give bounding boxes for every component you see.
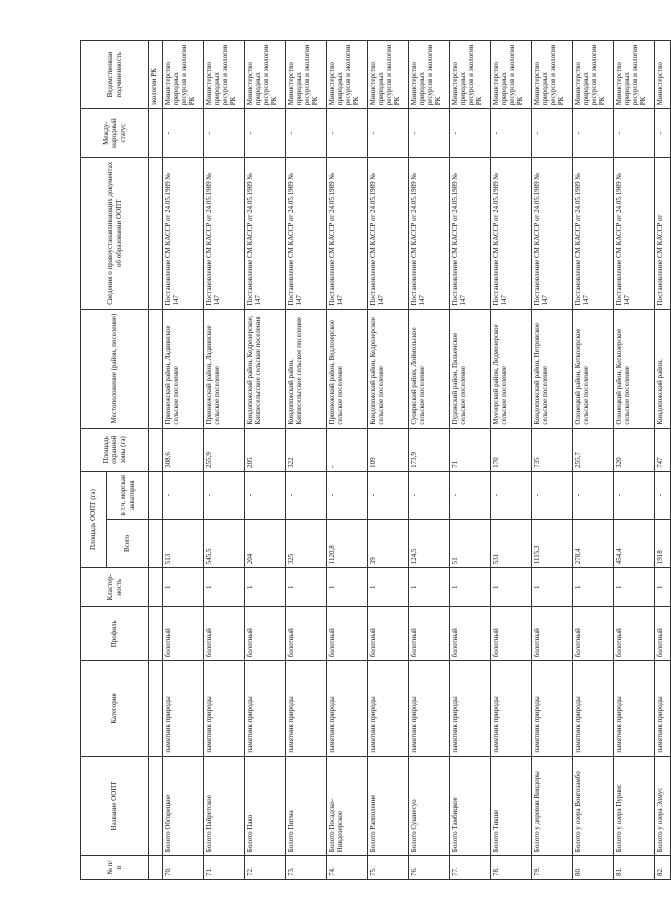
row-category: памятник природы [450,661,491,756]
row-location: Кондопожский район, Кедрозерское сельское поселение [368,309,409,428]
row-intl: - [286,109,327,158]
row-profile: болотный [409,607,450,661]
row-name: Болото у озера Пурнис [614,756,655,856]
table-row [245,41,286,880]
row-area-marine: - [409,471,450,519]
header-area: Площадь ООПТ (га) [81,471,107,567]
row-num: 79. [532,856,573,880]
row-doc: Постановление СМ КАССР от 24.05.1989 № 147 [450,157,491,309]
table-row [450,41,491,880]
row-name: Болото у озера Вонгозамбо [573,756,614,856]
table-row [573,41,614,880]
row-doc: Постановление СМ КАССР от 24.05.1989 № 147 [368,157,409,309]
header-area-total: Всего [107,519,149,568]
row-doc: Постановление СМ КАССР от 24.05.1989 № 147 [573,157,614,309]
row-area-total: 531 [491,519,532,568]
row-intl: - [491,109,532,158]
row-agency: Министерство природных ресурсов и экологии РК [573,41,614,109]
row-num: 72. [245,856,286,880]
row-doc: Постановление СМ КАССР от 24.05.1989 № 147 [491,157,532,309]
row-area-marine: - [450,471,491,519]
header-agency [81,41,149,109]
row-name: Болото Рапполенне [368,756,409,856]
row-category: памятник природы [532,661,573,756]
row-buffer: 322 [286,428,327,471]
row-intl: - [450,109,491,158]
row-agency: Министерство природных ресурсов и экологии РК [409,41,450,109]
row-buffer: 173,9 [409,428,450,471]
row-doc: Постановление СМ КАССР от 24.05.1989 № 147 [327,157,368,309]
row-profile: болотный [573,607,614,661]
row-intl: - [532,109,573,158]
row-num: 71. [204,856,245,880]
row-cluster: 1 [450,568,491,607]
row-buffer: 109 [368,428,409,471]
header-location: Местоположение (район, поселение) [81,309,149,428]
row-area-marine: - [614,471,655,519]
row-buffer: 747 [655,428,671,471]
row-category: памятник природы [655,661,671,756]
row-intl: - [655,109,671,158]
row-category: памятник природы [573,661,614,756]
row-profile: болотный [327,607,368,661]
table-row [149,41,163,880]
row-location: Олонецкий район, Коткозерское сельское поселение [573,309,614,428]
row-buffer: 735 [532,428,573,471]
header-area-marine: в т.ч. морская акватория [107,471,149,519]
table-row [655,41,671,880]
row-category: памятник природы [286,661,327,756]
row-area-marine: - [368,471,409,519]
row-name: Болото Посадско-Нивдозерское [327,756,368,856]
row-cluster: 1 [286,568,327,607]
rotated-page [80,40,664,880]
row-profile: болотный [532,607,573,661]
row-name: Болото Питма [286,756,327,856]
row-cluster: 1 [532,568,573,607]
table-row [327,41,368,880]
row-doc: Постановление СМ КАССР от 24.05.1989 № 147 [286,157,327,309]
row-profile: болотный [450,607,491,661]
row-buffer: 205 [245,428,286,471]
row-cluster: 1 [327,568,368,607]
row-cluster: 1 [573,568,614,607]
row-category: памятник природы [327,661,368,756]
row-doc: Постановление СМ КАССР от 24.05.1989 № 147 [532,157,573,309]
row-area-marine: - [245,471,286,519]
row-area-total: 39 [368,519,409,568]
row-location: Кондопожский район, [655,309,671,428]
row-agency: Министерство природных ресурсов и экологии РК [163,41,204,109]
row-num: 82. [655,856,671,880]
row-area-total: 1918 [655,519,671,568]
row-area-marine: - [573,471,614,519]
row-doc: Постановление СМ КАССР от 24.05.1989 № 147 [204,157,245,309]
row-location: Прионежский район, Ведлозерское сельское поселение [327,309,368,428]
row-buffer: 308,6 [163,428,204,471]
protected-areas-table [80,40,671,880]
row-cluster: 1 [368,568,409,607]
row-area-marine: - [204,471,245,519]
row-agency: Министерство природных ресурсов и экологии РК [327,41,368,109]
row-doc: Постановление СМ КАССР от 24.05.1989 № 147 [163,157,204,309]
row-area-marine: - [655,471,671,519]
row-name: Болото Паяо [245,756,286,856]
row-agency: Министерство природных ресурсов и экологии РК [286,41,327,109]
table-row [614,41,655,880]
row-area-total: 124,5 [409,519,450,568]
row-location: Прионежский район, Ладвинское сельское поселение [163,309,204,428]
row-buffer: 320 [614,428,655,471]
row-num: 81. [614,856,655,880]
header-name: Название ООПТ [81,756,149,856]
row-agency: Министерство природных ресурсов и экологии РК [491,41,532,109]
row-intl: - [245,109,286,158]
row-location: Кондопожский район, Кедрозерское, Кяппесельгское сельские поселения [245,309,286,428]
row-agency: Министерство [655,41,671,109]
row-buffer: 71 [450,428,491,471]
row-agency: Министерство природных ресурсов и экологии РК [450,41,491,109]
row-category: памятник природы [368,661,409,756]
row-intl: - [573,109,614,158]
row-cluster: 1 [655,568,671,607]
row-doc: Постановление СМ КАССР от 24.05.1989 № 147 [409,157,450,309]
row-name: Болото Тамбицкое [450,756,491,856]
table-row [163,41,204,880]
row-area-marine: - [327,471,368,519]
row-cluster: 1 [245,568,286,607]
row-location: Олонецкий район, Коткозерское сельское поселение [614,309,655,428]
row-location: Муезерский район, Ледмозерское сельское поселение [491,309,532,428]
row-agency: Министерство природных ресурсов и экологии РК [245,41,286,109]
row-num: 75. [368,856,409,880]
row-buffer: - [327,428,368,471]
row-area-total: 278,4 [573,519,614,568]
row-name: Болото у деревни Виндоры [532,756,573,856]
header-intl: Между-народный статус [81,109,149,158]
row-num: 70. [163,856,204,880]
row-area-total: 1120,8 [327,519,368,568]
row-cluster: 1 [163,568,204,607]
header-buffer: Площадь охранной зоны (га) [81,428,149,471]
table-row [491,41,532,880]
row-cluster: 1 [204,568,245,607]
row-name: Болото Обгорецкое [163,756,204,856]
row-profile: болотный [614,607,655,661]
row-buffer: 255,7 [573,428,614,471]
row-profile: болотный [655,607,671,661]
row-num: 73. [286,856,327,880]
row-num: 80. [573,856,614,880]
row-num: 78. [491,856,532,880]
row-category: памятник природы [614,661,655,756]
header-category: Категория [81,661,149,756]
header-num: № п/п [81,856,149,880]
row-intl: - [368,109,409,158]
table-row [368,41,409,880]
row-area-marine: - [532,471,573,519]
row-area-total: 51 [450,519,491,568]
row-category: памятник природы [491,661,532,756]
row-profile: болотный [163,607,204,661]
table-row [286,41,327,880]
row-buffer: 170 [491,428,532,471]
header-cluster: Кластер-ность [81,568,149,607]
row-location: Прионежский район, Ладвинское сельское поселение [204,309,245,428]
row-agency: Министерство природных ресурсов и экологии РК [204,41,245,109]
row-intl: - [204,109,245,158]
row-name: Болото у озера Элмус [655,756,671,856]
row-name: Болото Пайретское [204,756,245,856]
row-location: Суоярвский район, Лоймольское сельское поселение [409,309,450,428]
agency-cell: экологии РК [149,41,163,109]
row-location: Кондопожский район, Кяппесельгское сельское поселение [286,309,327,428]
row-cluster: 1 [491,568,532,607]
row-intl: - [327,109,368,158]
row-intl: - [614,109,655,158]
row-profile: болотный [204,607,245,661]
row-cluster: 1 [409,568,450,607]
row-agency: Министерство природных ресурсов и экологии РК [532,41,573,109]
row-num: 77. [450,856,491,880]
row-name: Болото Тикше [491,756,532,856]
table-row [204,41,245,880]
header-profile: Профиль [81,607,149,661]
row-area-total: 454,4 [614,519,655,568]
row-area-marine: - [286,471,327,519]
row-doc: Постановление СМ КАССР от 24.05.1989 № 147 [614,157,655,309]
row-category: памятник природы [163,661,204,756]
row-buffer: 255,9 [204,428,245,471]
row-intl: - [409,109,450,158]
row-profile: болотный [368,607,409,661]
row-profile: болотный [286,607,327,661]
row-area-total: 1115,3 [532,519,573,568]
row-name: Болото Сушиесуо [409,756,450,856]
row-agency: Министерство природных ресурсов и экологии РК [614,41,655,109]
header-agency-label: Ведомственная подчиненность [106,51,123,98]
row-doc: Постановление СМ КАССР от [655,157,671,309]
row-cluster: 1 [614,568,655,607]
row-category: памятник природы [409,661,450,756]
row-area-total: 204 [245,519,286,568]
row-area-marine: - [163,471,204,519]
row-intl: - [163,109,204,158]
table-row [532,41,573,880]
row-area-total: 545,5 [204,519,245,568]
row-agency: Министерство природных ресурсов и экологии РК [368,41,409,109]
row-area-marine: - [491,471,532,519]
row-category: памятник природы [245,661,286,756]
row-area-total: 513 [163,519,204,568]
row-profile: болотный [245,607,286,661]
row-profile: болотный [491,607,532,661]
row-area-total: 325 [286,519,327,568]
table-body [149,41,671,880]
row-location: Кондопожский район, Петровское сельское поселение [532,309,573,428]
header-docs: Сведения о правоустанавливающих документах об образовании ООПТ [81,157,149,309]
row-location: Пудожский район, Пяльемское сельское поселение [450,309,491,428]
row-doc: Постановление СМ КАССР от 24.05.1989 № 147 [245,157,286,309]
row-category: памятник природы [204,661,245,756]
table-row [409,41,450,880]
row-num: 74. [327,856,368,880]
row-num: 76. [409,856,450,880]
